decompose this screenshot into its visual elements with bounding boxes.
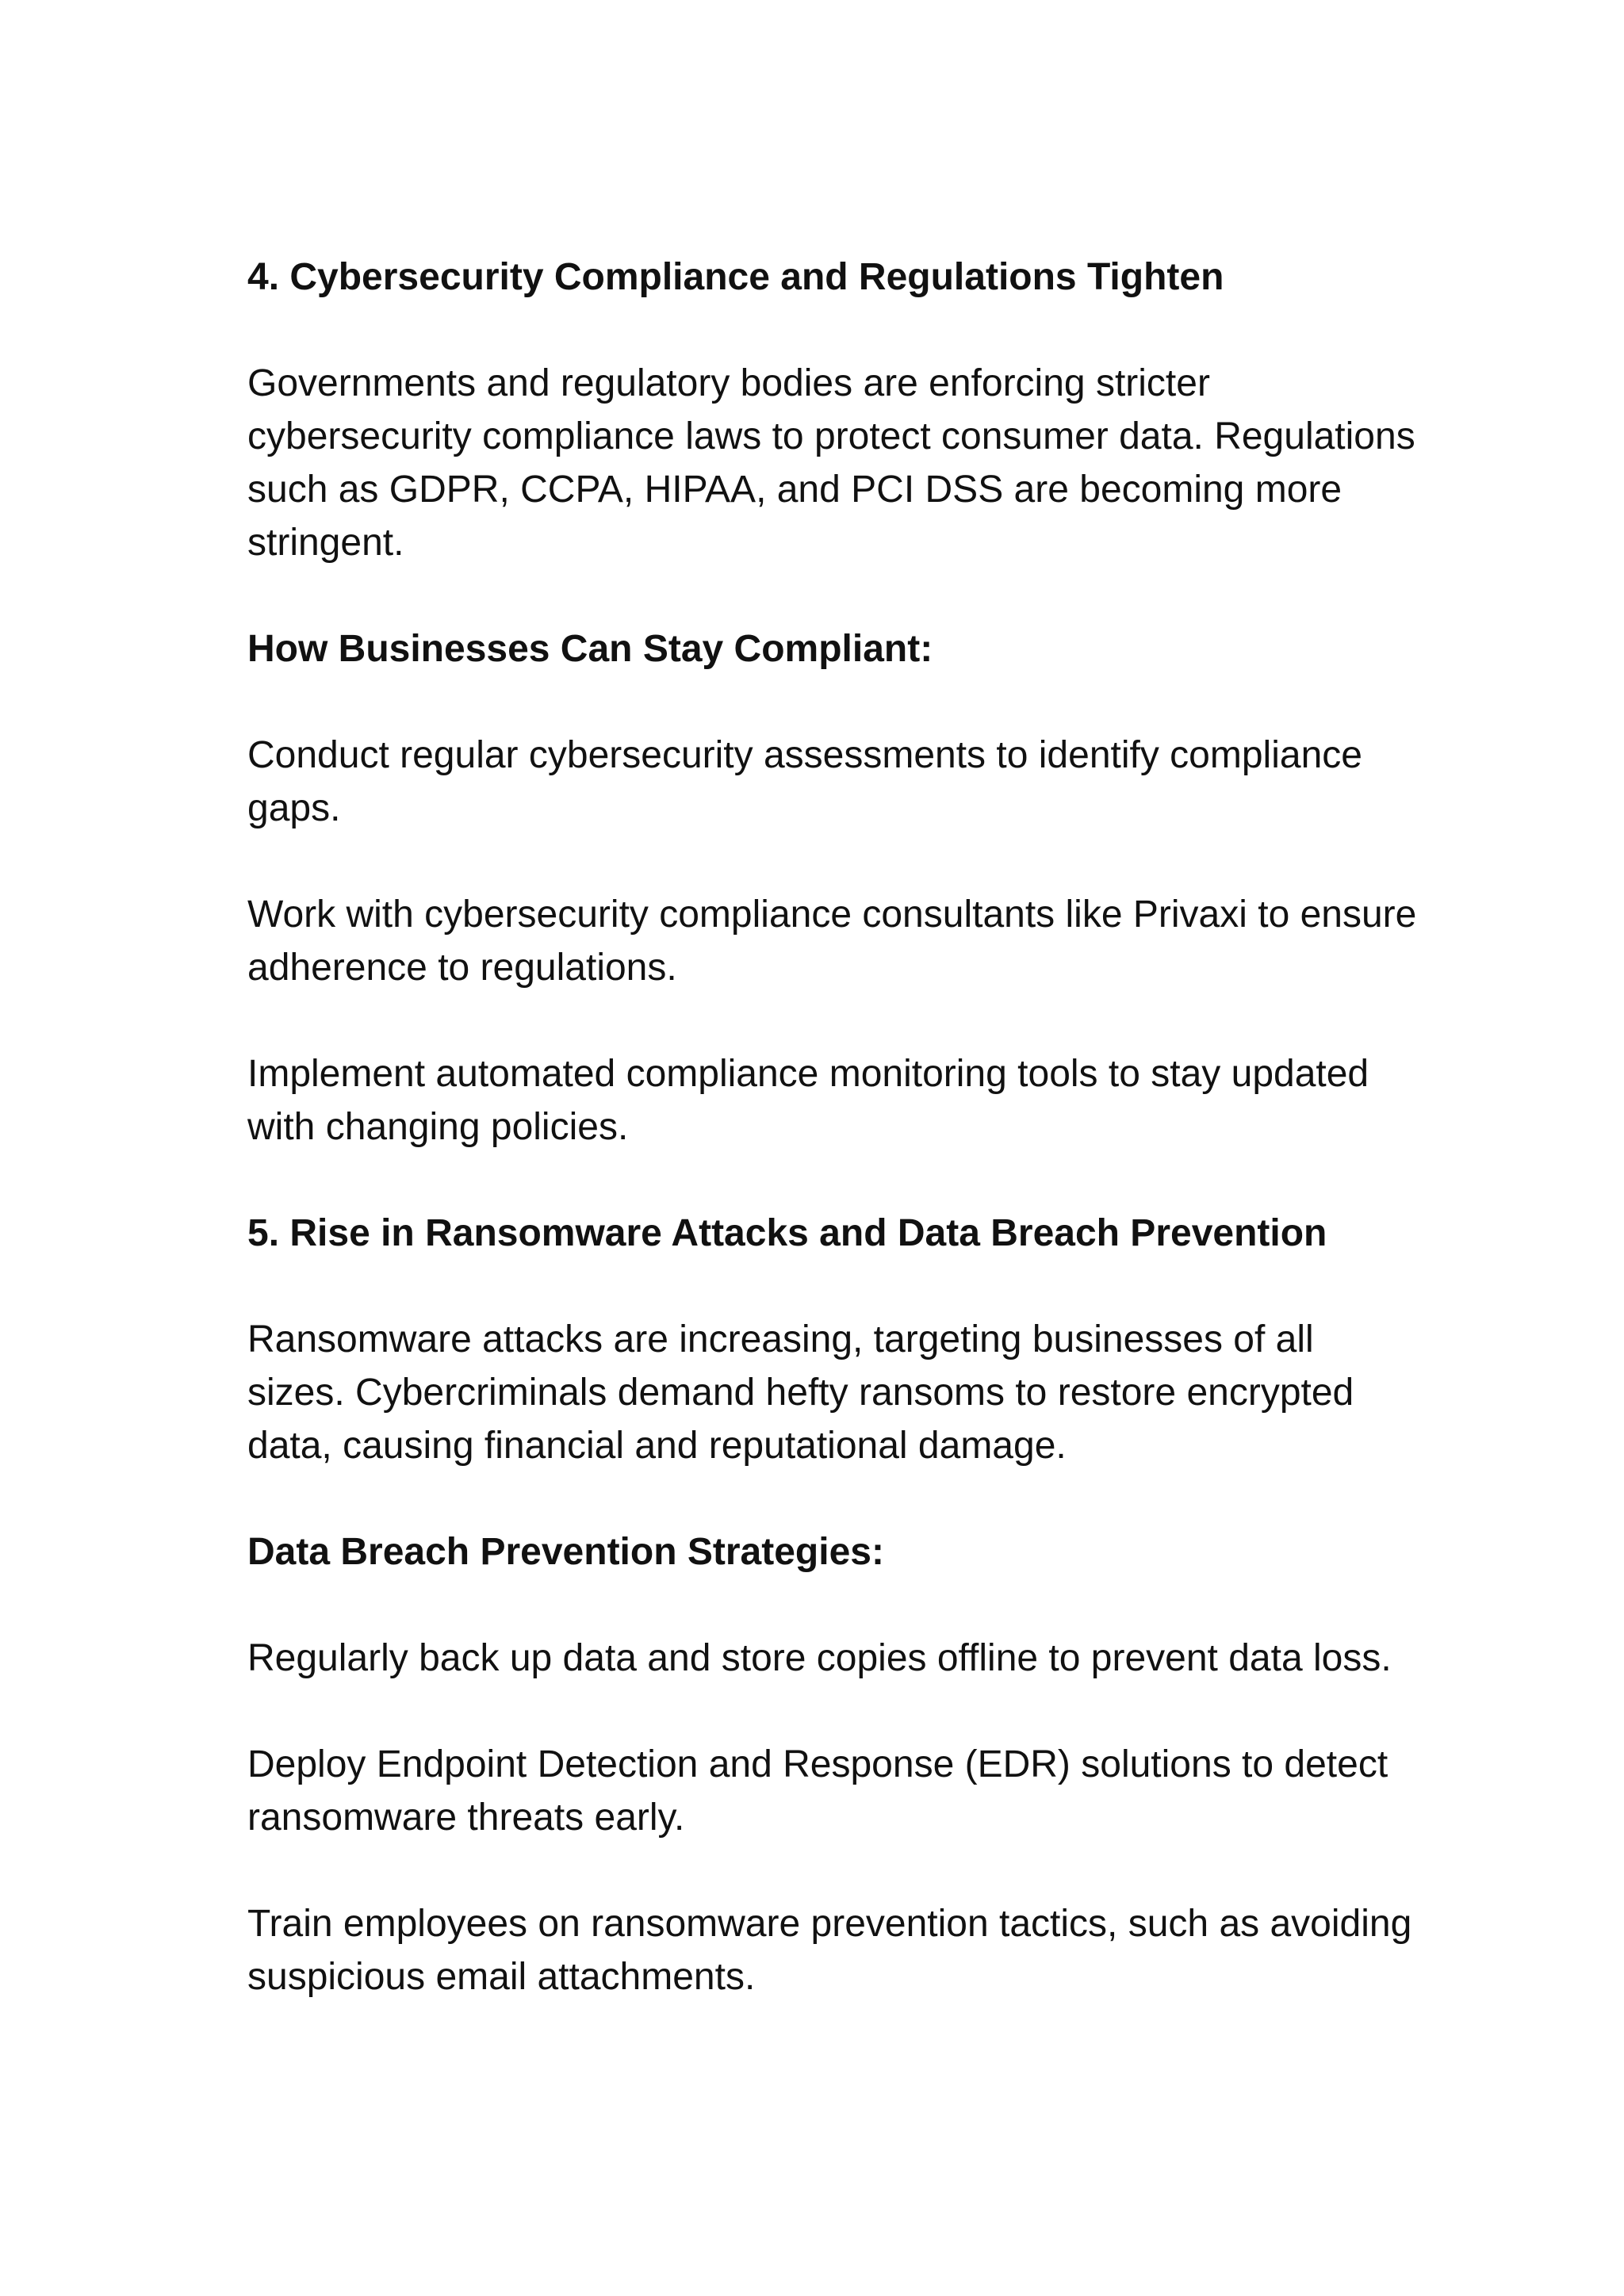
- section-5-heading: 5. Rise in Ransomware Attacks and Data Breach Prevention: [247, 1212, 1327, 1254]
- section-5-intro: Ransomware attacks are increasing, targeting businesses of all sizes. Cybercriminals demand hefty ransoms to restore encrypted data, causing financial and reputational damage.: [247, 1318, 1354, 1467]
- section-5-item: Train employees on ransomware prevention tactics, such as avoiding suspicious email attachments.: [247, 1903, 1412, 1998]
- section-4-subheading: How Businesses Can Stay Compliant:: [247, 628, 933, 670]
- document-body: [247, 251, 1421, 2003]
- section-4-heading: 4. Cybersecurity Compliance and Regulations Tighten: [247, 256, 1224, 298]
- section-4-item: Conduct regular cybersecurity assessments to identify compliance gaps.: [247, 734, 1362, 829]
- section-5-item: Regularly back up data and store copies offline to prevent data loss.: [247, 1637, 1392, 1679]
- section-4-item: Work with cybersecurity compliance consultants like Privaxi to ensure adherence to regulations.: [247, 894, 1417, 989]
- section-4-intro: Governments and regulatory bodies are enforcing stricter cybersecurity compliance laws to protect consumer data. Regulations such as GDPR, CCPA, HIPAA, and PCI DSS are becoming more stringent.: [247, 362, 1415, 564]
- section-5-subheading: Data Breach Prevention Strategies:: [247, 1531, 884, 1573]
- section-4-item: Implement automated compliance monitoring tools to stay updated with changing policies.: [247, 1053, 1369, 1148]
- section-5-item: Deploy Endpoint Detection and Response (EDR) solutions to detect ransomware threats early.: [247, 1743, 1388, 1839]
